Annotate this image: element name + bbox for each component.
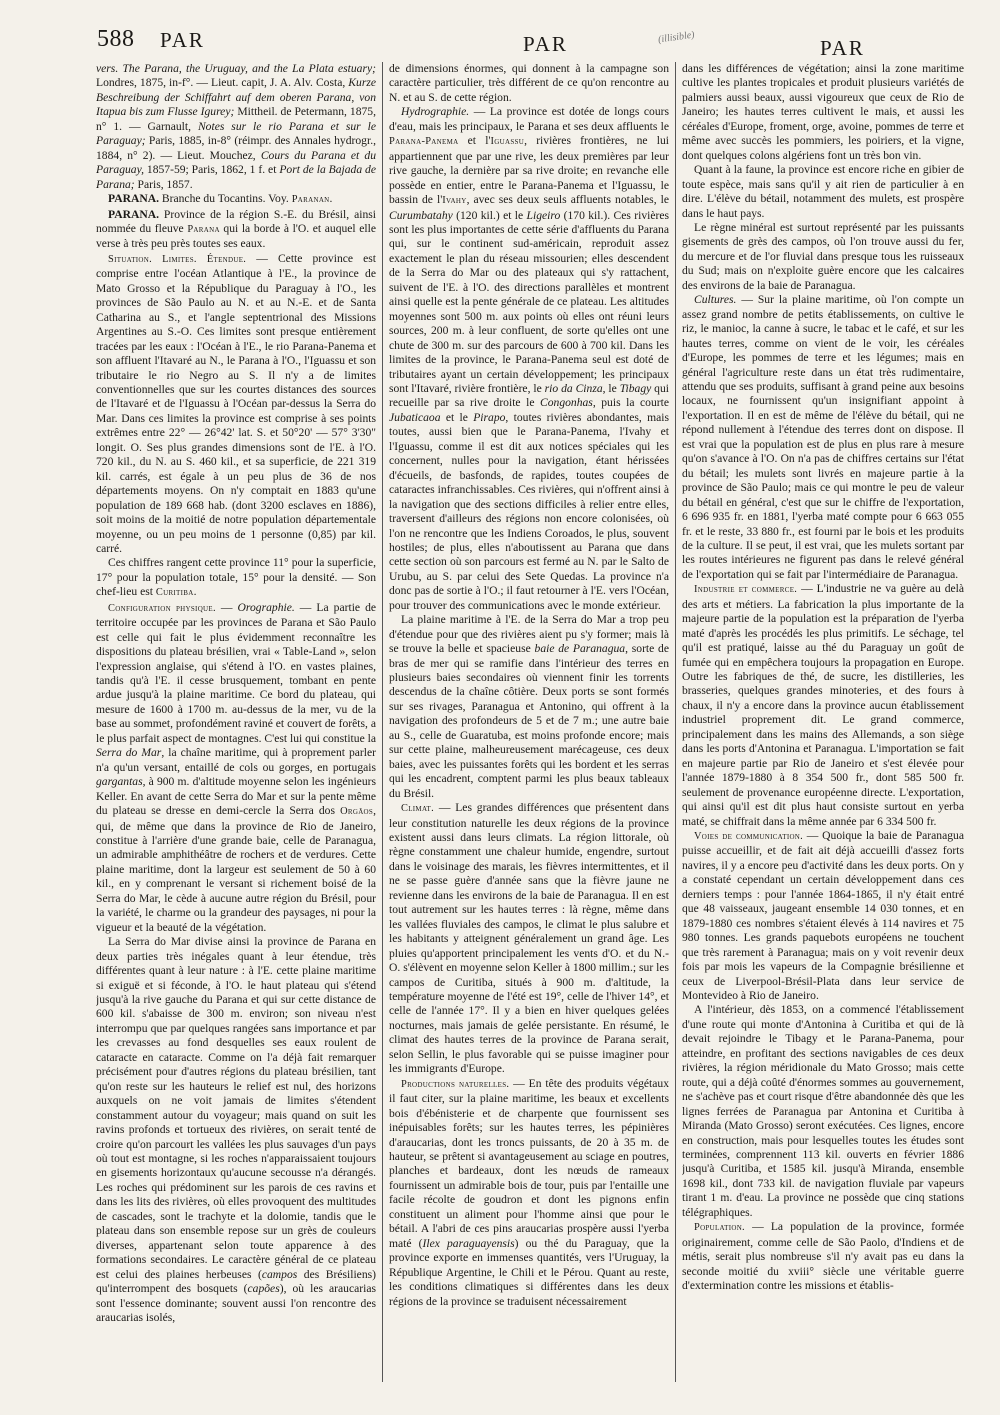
text-run: , à 900 m. d'altitude moyenne selon les ingénieurs Keller. En avant de cette Serra do Mar et sur la pente même du plateau se dresse en demi-cercle la Serra dos bbox=[96, 775, 376, 818]
text-run: qui recueille par sa rive droite le bbox=[389, 381, 669, 410]
section-heading: Orgãos bbox=[340, 806, 374, 818]
text-run: rio da Cinza bbox=[544, 381, 603, 395]
paragraph bbox=[682, 1003, 964, 1220]
section-heading: Population. bbox=[694, 1222, 745, 1234]
paragraph bbox=[96, 62, 376, 192]
text-run: Curumbatahy bbox=[389, 208, 453, 222]
text-run: Le règne minéral est surtout représenté par les puissants gisements de grès des campos, où l'on trouve aussi du fer, du mercure et de l'or fluvial dans presque tous les ruisseaux du Sud; mais on n'exploite guère encore que les calcaires des environs de la baie de Paranagua. bbox=[682, 220, 964, 292]
text-run: Hydrographie. bbox=[401, 105, 470, 119]
text-run: campos bbox=[261, 1267, 298, 1281]
running-head-center: PAR bbox=[523, 32, 568, 56]
text-run: Ces chiffres rangent cette province 11° pour la superficie, 17° pour la population totale, 15° pour la densité. — Son chef-lieu est bbox=[96, 556, 376, 599]
text-run: Paris, 1857. bbox=[134, 177, 193, 191]
text-run: , le bbox=[602, 381, 620, 395]
text-run: Tibagy bbox=[619, 381, 652, 395]
running-head-left: PAR bbox=[160, 28, 205, 52]
text-run: Cultures. bbox=[694, 293, 737, 307]
text-run: Congonhas bbox=[540, 396, 593, 410]
section-heading: Paranan bbox=[291, 194, 330, 206]
text-run: , sorte de bras de mer qui se ramifie dans l'intérieur des terres en plusieurs baies secondaires où viennent finir les torrents descendus de la chaîne côtière. Deux ports se sont formés sur ses rivages, Paranagua et Antonino, qui offrent à la navigation des profondeurs de 5 et de 7 m.; une autre baie au S., celle de Guaratuba, est moins profonde encore; mais sur cette plaine, malheureusement marécageuse, ces deux baies, avec les puissantes forêts qui les bordent et les serras qui les encadrent, comptent parmi les plus beaux tableaux du Brésil. bbox=[389, 642, 669, 800]
left-column bbox=[96, 62, 376, 1382]
paragraph bbox=[96, 252, 376, 557]
text-run: Londres, 1875, in-f°. — Lieut. capit, J. A. Alv. Costa, bbox=[96, 76, 349, 90]
section-heading: Parana bbox=[187, 223, 220, 235]
text-run: des Brésiliens) qu'interrompent des bosquets ( bbox=[96, 1267, 376, 1296]
paragraph bbox=[389, 105, 669, 613]
section-heading: Industrie et commerce. bbox=[694, 584, 798, 596]
paragraph bbox=[682, 221, 964, 293]
text-run: vers. The Parana, the Uruguay, and the La Plata estuary; bbox=[96, 62, 376, 75]
text-run: — Quoique la baie de Paranagua puisse accueillir, et de fait ait déjà accueilli d'assez forts navires, il y a encore peu d'activité dans les deux ports. On y a constaté cependant un certain développement dans ces derniers temps : pour l'année 1864-1865, il n'y était entré que 48 vaisseaux, jaugeant ensemble 14 030 tonnes, et en 1879-1880 ces nombres s'étaient élevés à 114 navires et 75 980 tonnes. Les grands paquebots européens ne touchent que très rarement à Paranagua; mais on y voit revenir deux fois par mois les vapeurs de la Compagnie brésilienne et ceux de Liverpool-Brésil-Plata dans leur service de Montevideo à Rio de Janeiro. bbox=[682, 829, 964, 1002]
middle-column bbox=[389, 62, 669, 1382]
text-run: La Serra do Mar divise ainsi la province de Parana en deux parties très inégales quant à leur étendue, très différentes quant à leur nature : à l'E. cette plaine maritime si exiguë et si féconde, à l'O. le haut plateau qui s'étend jusqu'à la rive gauche du Parana et qui sur cette distance de 600 kil. s'abaisse de 300 m. environ; son niveau n'est interrompu que par quelques rangées sans importance et par les crevasses au fond desquelles ses eaux roulent de cataracte en cataracte. Comme on l'a déjà fait remarquer précisément pour d'autres régions du plateau brésilien, tant qu'on reste sur les hauteurs le relief est nul, des horizons auxquels on ne voit jamais de limites s'étendent constamment autour du voyageur; mais quand on suit les ravins profonds et tortueux des rivières, on serait tenté de croire qu'on parcourt les vallées les plus sauvages d'un pays où tout est montagne, si les roches n'apparaissaient toujours en gisements horizontaux qu'aucune secousse n'a dérangés. Les roches qui prédominent sur les parois de ces ravins et dans les lits des rivières, où elles provoquent des multitudes de cascades, sont le trachyte et la dolomie, tandis que le plateau dans son ensemble repose sur un grès de couleurs diverses, appartenant selon toute apparence à des formations secondaires. Le caractère général de ce plateau est celui des plaines herbeuses ( bbox=[96, 935, 376, 1281]
entry-headword: PARANA. bbox=[108, 192, 159, 206]
section-heading: Voies de communication. bbox=[694, 831, 804, 843]
library-stamp: (illisible) bbox=[657, 29, 696, 46]
text-run: Paris, 1885, in-8° (réimpr. des Annales hydrogr., 1884, n° 2). — Lieut. Mouchez, bbox=[96, 134, 376, 162]
section-heading: Parana-Panema bbox=[389, 136, 459, 148]
text-run: La plaine maritime à l'E. de la Serra do Mar a trop peu d'étendue pour que des rivières aient pu s'y former; mais là se trouve la belle et spacieuse bbox=[389, 613, 669, 656]
text-run: , qui, de même que dans la province de Rio de Janeiro, constitue à l'arrière d'une grande baie, celle de Paranagua, un admirable amphithéâtre de rochers et de verdures. Cette plaine maritime, dont la largeur est seulement de 50 à 60 kil., en y comprenant le versant si richement boisé de la Serra do Mar, le cède à aucune autre région du Brésil, pour la variété, le charme ou la grandeur des paysages, ni pour la vigueur et la beauté de la végétation. bbox=[96, 804, 376, 934]
running-head-right: PAR bbox=[820, 36, 865, 60]
text-run: capões bbox=[247, 1282, 280, 1296]
text-run: ) ou thé du Paraguay, que la province exporte en immenses quantités, vers l'Uruguay, la République Argentine, le Chili et le Pérou. Quant au reste, les conditions climatiques si différentes dans les deux régions de la province se traduisent nécessairement bbox=[389, 1236, 669, 1308]
entry-headword: PARANA. bbox=[108, 207, 159, 221]
text-run: — En tête des produits végétaux il faut citer, sur la plaine maritime, les beaux et excellents bois d'ébénisterie et de charpente que fournissent ses inépuisables forêts; sur les hautes terres, les pépinières d'araucarias, dont les troncs puissants, de 20 à 35 m. de hauteur, se prêtent si avantageusement au sciage en poutres, planches et bardeaux, dont les nœuds de rameaux fournissent un admirable bois de tour, puis par l'entaille une facile récolte de goudron et dont les pignons enfin constituent un aliment pour l'homme ainsi que pour le bétail. A l'abri de ces pins araucarias prospère aussi l'yerba maté ( bbox=[389, 1076, 669, 1250]
text-run: , puis la courte bbox=[592, 396, 669, 410]
section-heading: Productions naturelles. bbox=[401, 1078, 510, 1090]
text-run: — La partie de territoire occupée par les provinces de Parana et São Paulo est celle qui fait le plus évidemment reconnaître les dispositions du plateau brésilien, vrai « Table-Land », selon l'expression anglaise, qui s'étend à l'O. en vastes plaines, tandis qu'à l'E. il cesse brusquement, tombant en pente ardue jusqu'à la plaine maritime. Ce bord du plateau, qui mesure de 1600 à 1700 m. au-dessus de la mer, vu de la base au sommet, profondément raviné et couvert de forêts, a le plus parfait aspect de montagnes. C'est lui qui constitue la bbox=[96, 600, 376, 745]
paragraph bbox=[682, 829, 964, 1003]
column-rule-right bbox=[675, 62, 676, 1382]
text-run: (120 kil.) et le bbox=[452, 208, 527, 222]
section-heading: Climat. bbox=[401, 803, 435, 815]
text-run: Quant à la faune, la province est encore riche en gibier de toute espèce, mais sans qu'il y ait rien de particulier à en dire. L'élève du bétail, notamment des mulets, est prospère dans le haut pays. bbox=[682, 163, 964, 220]
text-run: — L'industrie ne va guère au delà des arts et métiers. La fabrication la plus importante de la majeure partie de la population est la préparation de l'yerba maté d'après les procédés les plus primitifs. Le séchage, tel qu'il est pratiqué, laisse au thé du Paraguay un goût de fumée qui en empêchera toujours la propagation en Europe. Outre les fabriques de thé, de sucre, les distilleries, les brasseries, quelques grandes minoteries, et des fours à chaux, il n'y a encore dans la province aucun établissement industriel proprement dit. Le grand commerce, principalement dans les mains des Allemands, a son siège dans les ports d'Antonina et Paranagua. L'importation se fait en majeure partie par Rio de Janeiro et s'est élevée pour l'année 1879-1880 à 8 354 500 fr., dont 585 500 fr. seulement de provenance européenne directe. L'exportation, qui ainsi qu'il est dit plus haut consiste surtout en yerba maté, se chiffrait dans la même année par 6 334 500 fr. bbox=[682, 582, 964, 828]
text-run: dans les différences de végétation; ainsi la zone maritime cultive les plantes tropicales et produit plusieurs variétés de palmiers aussi beaux, aussi vigoureux que ceux de Rio de Janeiro; les hautes terres cultivent le mais, et aussi les céréales d'Europe, froment, orge, avoine, pommes de terre et même avec succès les pommiers, les poiriers, et la vigne, dont quelques colons algériens font un très bon vin. bbox=[682, 62, 964, 162]
text-run: . bbox=[193, 585, 197, 599]
section-heading: Configuration physique. bbox=[108, 602, 216, 614]
text-run: , avec ses deux seuls affluents notables, le bbox=[466, 193, 669, 207]
paragraph bbox=[389, 613, 669, 801]
paragraph bbox=[96, 935, 376, 1325]
paragraph bbox=[682, 582, 964, 829]
text-run: — Sur la plaine maritime, où l'on compte un assez grand nombre de petits établissements, on cultive le riz, le manioc, la canne à sucre, le tabac et le café, et sur les hautes terres, comme on vient de le voir, les céréales d'Europe, les pommes de terre et les légumes; mais en général l'agriculture reste dans un état très rudimentaire, attendu que ses produits, suffisant à grand peine aux besoins locaux, ne fournissent qu'un insignifiant appoint à l'exportation. Il en est de même de l'élève du bétail, qui ne répond nullement à l'étendue des terres dont on dispose. Il est vrai que la population est de plus en plus rare à mesure qu'on s'avance à l'O. On n'a pas de chiffres certains sur l'état du bétail; les mulets sont livrés en majeure partie à la province de São Paulo; mais ce qui montre le peu de valeur du bétail en général, c'est que sur le chiffre de l'exportation, 6 696 935 fr. en 1881, l'yerba maté compte pour 6 663 055 fr. et le reste, 33 880 fr., est fourni par le bois et les produits de la culture. Il se peut, il est vrai, que les mulets sortant par les routes intérieures ne figurent pas dans le relevé général de l'exportation qui se fait par l'intermédiaire de Paranagua. bbox=[682, 293, 964, 581]
section-heading: Ivahy bbox=[442, 195, 467, 207]
text-run: — bbox=[215, 600, 238, 614]
text-run: , toutes rivières abondantes, mais toutes, aussi bien que le Parana-Panema, l'Ivahy et l'Iguassu, comme il est dit aux notices spéciales qui les concernent, nulles pour la navigation, étant hérissées d'écueils, de basfonds, de rapides, toutes coupées de cataractes infranchissables. Ces rivières, qui n'offrent ainsi à la navigation que des sections difficiles à relier entre elles, traversent d'ailleurs des régions non encore colonisées, où l'on ne rencontre que les Indiens Coroados, le plus, souvent hostiles; de plus, elles n'aboutissent au Parana que dans cette section où son parcours est fermé au N. par le Salto de Urubu, au S. par celui des Sete Quedas. La province n'a donc pas de sortie à l'O.; il faut retourner à l'E. vers l'Océan, pour trouver des communications avec le monde extérieur. bbox=[389, 410, 669, 612]
section-heading: Situation. Limites. Étendue. bbox=[108, 253, 247, 265]
paragraph bbox=[389, 62, 669, 105]
text-run: — La population de la province, formée originairement, comme celle de São Paolo, d'Indiens et de métis, serait plus nombreuse s'il n'y avait pas eu dans la seconde moitié du xviii° siècle une véritable guerre d'extermination contre les missions et établis- bbox=[682, 1220, 964, 1293]
text-run: et l' bbox=[458, 134, 491, 148]
text-run: , la chaîne maritime, qui à proprement parler n'a qu'un versant, entaillé de cols ou gorges, en portugais bbox=[96, 746, 376, 774]
text-run: A l'intérieur, dès 1853, on a commencé l'établissement d'une route qui monte d'Antonina à Curitiba et qui de là devait rejoindre le Tibagy et le Parana-Panema, pour atteindre, en profitant des sections navigables de ces deux rivières, la région méridionale du Mato Grosso; mais cette route, qui a déjà coûté d'énormes sommes au gouvernement, ne s'achève pas et court risque d'être abandonnée dès que les lignes ferrées de Paranagua par Antonina et Curitiba à Miranda (Mato Grosso) seront exécutées. Ces lignes, encore en construction, mais pour lesquelles toutes les études sont terminées, comprennent 113 kil. ouverts en février 1886 jusqu'à Curitiba, et 1585 kil. jusqu'à Miranda, ensemble 1698 kil., dont 733 kil. de navigation fluviale par vapeurs tirant 1 m. d'eau. La province ne possède que cinq stations télégraphiques. bbox=[682, 1003, 964, 1219]
paragraph bbox=[96, 556, 376, 600]
text-run: — Les grandes différences que présentent dans leur constitution naturelle les deux régions de la province existent aussi dans leurs climats. La région littorale, où règne constamment une chaleur humide, engendre, surtout dans le voisinage des marais, les fièvres intermittentes, et il ne se passe guère d'année sans que la fièvre jaune ne revienne dans les environs de la baie de Paranagua. Il en est tout autrement sur les hautes terres : là règne, même dans les vallées fluviales des campos, le climat le plus salubre et les habitants y atteignent généralement un grand âge. Les pluies qu'apportent principalement les vents d'O. et du N.-O. s'élèvent en moyenne selon Keller à 1800 millim.; sur les campos de Curitiba, situés à 900 m. d'altitude, la température moyenne de l'été est 19°, celle de l'hiver 14°, et celle de l'année 17°. Il y a bien en hiver quelques gelées nocturnes, mais jamais de gelée persistante. En résumé, le climat des hautes terres de la province de Parana serait, selon Sellin, le plus favorable qui se puisse imaginer pour les immigrants d'Europe. bbox=[389, 801, 669, 1076]
text-run: Jubaticaoa bbox=[389, 410, 441, 424]
text-run: ), où les araucarias sont l'essence dominante; souvent aussi l'on rencontre des araucarias isolés, bbox=[96, 1282, 376, 1324]
paragraph bbox=[682, 1220, 964, 1293]
text-run: Pirapo bbox=[473, 410, 506, 424]
paragraph bbox=[682, 293, 964, 582]
text-run: , rivières frontières, ne lui appartiennent que par une rive, les deux premières par leur rive gauche, la dernière par sa rive droite; en revanche elle possède en entier, entre le Parana-Panema et l'Iguassu, le bassin de l' bbox=[389, 134, 669, 207]
paragraph bbox=[682, 163, 964, 221]
text-run: (170 kil.). Ces rivières sont les plus importantes de cette série d'affluents du Parana qui, sur le continent sud-américain, reproduit assez exactement le plan du réseau missourien; elles descendent de la Serra do Mar ou des plateaux qui s'y rattachent, suivent de l'E. à l'O. des directions parallèles et montrent ainsi quelle est la pente générale de ce plateau. Les altitudes moyennes sont 500 m. aux points où elles ont réuni leurs sources, 200 m. à leur confluent, de sorte qu'elles ont une chute de 300 m. sur des parcours de 600 à 700 kil. Dans les limites de la province, le Parana-Panema seul est doté de tributaires ayant un certain développement; les principaux sont l'Itavaré, rivière frontière, le bbox=[389, 208, 669, 395]
text-run: Notes sur le rio Parana et sur le Paraguay; bbox=[96, 119, 376, 148]
paragraph bbox=[96, 192, 376, 207]
text-run: Orographie. bbox=[237, 600, 295, 614]
text-run: Serra do Mar bbox=[96, 746, 162, 760]
column-rule-left bbox=[382, 62, 383, 1382]
text-run: Kurze Beschreibung der Schiffahrt auf dem oberen Parana, von Itapua bis zum Flusse Igurey; bbox=[96, 76, 376, 119]
text-run: 1857-59; Paris, 1862, 1 f. et bbox=[143, 163, 280, 177]
paragraph bbox=[96, 601, 376, 935]
text-run: . bbox=[329, 192, 333, 206]
section-heading: Curitiba bbox=[155, 587, 194, 599]
section-heading: Iguassu bbox=[490, 136, 525, 148]
text-run: Ligeiro bbox=[526, 208, 561, 222]
paragraph bbox=[682, 62, 964, 163]
paragraph bbox=[389, 801, 669, 1077]
running-head bbox=[0, 20, 1000, 60]
page-number: 588 bbox=[97, 26, 135, 52]
text-run: Province de la région S.-E. du Brésil, ainsi nommée du fleuve bbox=[96, 207, 376, 235]
text-run: qui la borde à l'O. et auquel elle verse à très peu près toutes ses eaux. bbox=[96, 221, 376, 251]
text-run: — La province est dotée de longs cours d'eau, mais les principaux, le Parana et ses deux affluents le bbox=[389, 105, 669, 133]
text-run: baie de Paranagua bbox=[534, 642, 626, 656]
right-column bbox=[682, 62, 964, 1382]
text-run: Branche du Tocantins. Voy. bbox=[158, 192, 292, 206]
text-run: — Cette province est comprise entre l'océan Atlantique à l'E., la province de Mato Grosso et la République du Paraguay à l'O., les provinces de São Paulo au N. et au N.-E. et de Santa Catharina au S., et l'angle septentrional des Missions Argentines au S.-O. Ces limites sont presque entièrement tracées par les eaux : l'Océan à l'E., le rio Parana-Panema et son affluent l'Itavaré au N., le Parana à l'O., l'Iguassu et son tributaire le rio Negro au S. Il n'y a de limites conventionnelles que sur les courtes distances des sources de l'Itavaré et de l'Iguassu à l'Océan par-dessus la Serra do Mar. Dans ces limites la province est comprise à ses points extrêmes entre 22° — 26°42' lat. S. et 50°20' — 57° 3'30" longit. O. Ses plus grandes dimensions sont de l'E. à l'O. 720 kil., du N. au S. 460 kil., et sa superficie, de 221 319 kil. carrés, est égale à un peu plus de 36 de nos départements moyens. On n'y comptait en 1883 qu'une population de 189 668 hab. (dont 3200 esclaves en 1886), soit moins de la moitié de notre population départementale moyenne, ou un peu moins de 1 personne (0,85) par kil. carré. bbox=[96, 251, 376, 555]
text-run: gargantas bbox=[96, 775, 143, 789]
text-run: Ilex paraguayensis bbox=[422, 1236, 515, 1250]
paragraph bbox=[389, 1077, 669, 1309]
text-run: Port de la Bajada de Parana; bbox=[96, 163, 376, 191]
text-run: de dimensions énormes, qui donnent à la campagne son caractère particulier, très différent de ce qu'on rencontre au N. et au S. de cette région. bbox=[389, 62, 669, 104]
text-run: et le bbox=[440, 410, 474, 424]
text-run: Mittheil. de Petermann, 1875, n° 1. — Garnault, bbox=[96, 105, 376, 133]
paragraph bbox=[96, 208, 376, 252]
text-run: Cours du Parana et du Paraguay, bbox=[96, 148, 376, 177]
